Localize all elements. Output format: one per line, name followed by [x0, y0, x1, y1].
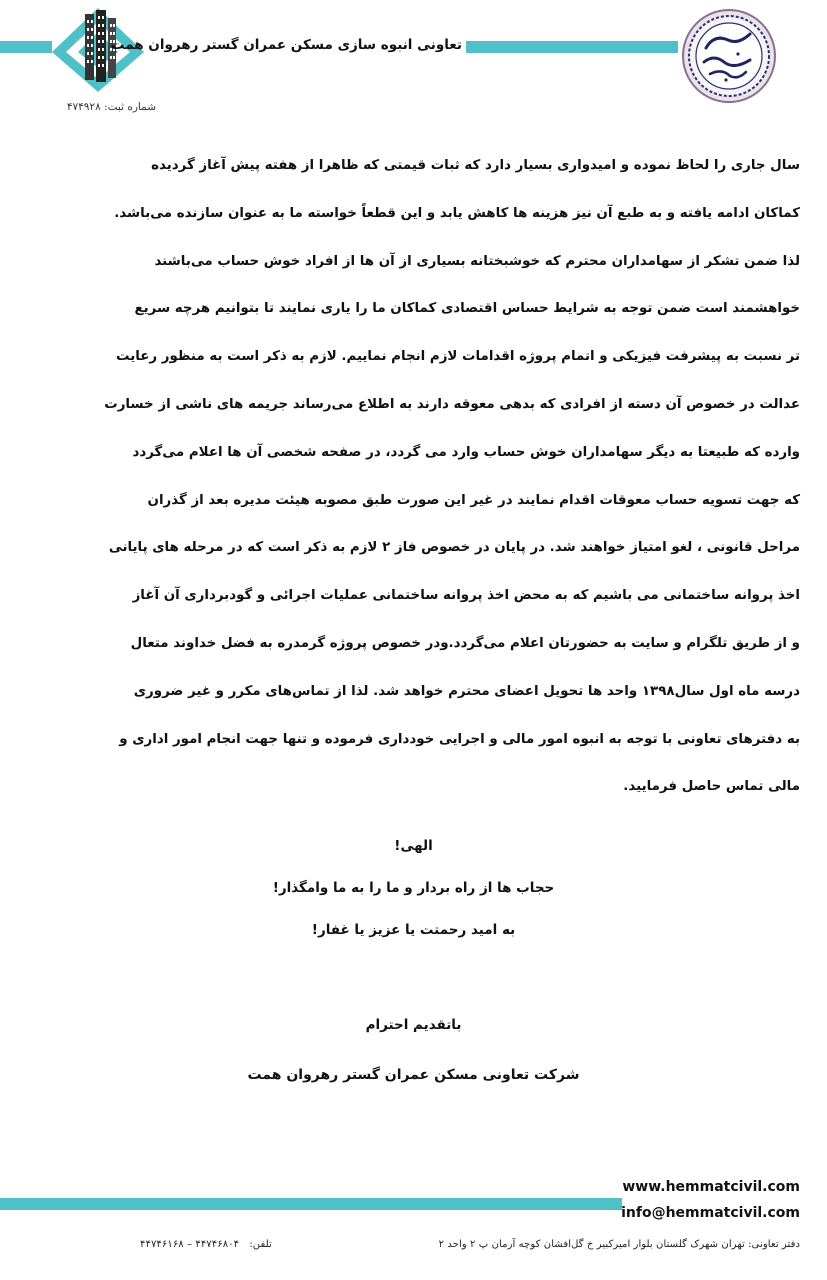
prayer-line-1: الهی! — [394, 838, 433, 854]
letter-body-paragraph: سال جاری را لحاظ نموده و امیدواری بسیار دارد که ثبات قیمتی که ظاهرا از هفته پیش آغاز گردیده کماکان ادامه یافته و به طبع آن نیز هزینه ها کاهش یابد و این قطعاً خواسته ما به عنوان سازنده می‌باشد. لذا ضمن تشکر از سهامداران محترم که خوشبختانه بسیاری از آن ها از افراد خوش حساب می‌باشند خواهشمند است ضمن توجه به شرایط حساس اقتصادی کماکان ما را یاری نمایند تا بتوانیم هرچه سریع تر نسبت به پیشرفت فیزیکی و اتمام پروژه اقدامات لازم انجام نماییم. لازم به ذکر است به منظور رعایت عدالت در خصوص آن دسته از افرادی که بدهی معوقه دارند به اطلاع می‌رساند جریمه های ناشی از خسارت وارده که طبیعتا به دیگر سهامداران خوش حساب وارد می گردد، در صفحه شخصی آن ها اعلام می‌گردد که جهت تسویه حساب معوقات اقدام نمایند در غیر این صورت طبق مصوبه هیئت مدیره بعد از گذران مراحل قانونی ، لغو امتیاز خواهند شد. در پایان در خصوص فاز ۲ لازم به ذکر است که در مرحله های پایانی اخذ پروانه ساختمانی می باشیم که به محض اخذ پروانه ساختمانی عملیات اجرائی و گودبرداری آن آغاز و از طریق تلگرام و سایت به حضورتان اعلام می‌گردد.ودر خصوص پروژه گرمدره به فضل خداوند متعال درسه ماه اول سال۱۳۹۸ واحد ها تحویل اعضای محترم خواهد شد. لذا از تماس‌های مکرر و غیر ضروری به دفترهای تعاونی با توجه به انبوه امور مالی و اجرایی خودداری فرموده و تنها جهت انجام امور اداری و مالی تماس حاصل فرمایید. — [104, 158, 800, 795]
year-slogan-seal-icon — [676, 8, 782, 104]
footer-band — [0, 1198, 622, 1210]
phone-values: ۴۴۷۴۶۸۰۴ – ۴۴۷۴۶۱۶۸ — [140, 1239, 240, 1250]
regards-line: باتقدیم احترام — [365, 1017, 462, 1033]
company-signature: شرکت تعاونی مسکن عمران گستر رهروان همت — [247, 1067, 580, 1083]
footer-website-link[interactable]: www.hemmatcivil.com — [622, 1179, 800, 1195]
footer-email-link[interactable]: info@hemmatcivil.com — [621, 1205, 800, 1221]
registration-number: شماره ثبت: ۴۷۴۹۲۸ — [66, 101, 156, 113]
prayer-line-3: به امید رحمتت یا عزیز یا غفار! — [311, 922, 516, 938]
phone-numbers — [140, 1239, 272, 1250]
letterhead — [0, 0, 827, 130]
prayer-line-2: حجاب ها از راه بردار و ما را به ما وامگذار! — [272, 880, 555, 896]
header-band-left — [0, 41, 52, 53]
header-band-right — [466, 41, 678, 53]
company-header-title: تعاونی انبوه سازی مسکن عمران گستر رهروان همت — [110, 37, 462, 53]
office-address: دفتر تعاونی: تهران شهرک گلستان بلوار امیرکبیر خ گل‌افشان کوچه آرمان پ ۲ واحد ۲ — [438, 1239, 800, 1250]
footer-address — [140, 1239, 800, 1257]
phone-label: تلفن: — [249, 1239, 272, 1250]
